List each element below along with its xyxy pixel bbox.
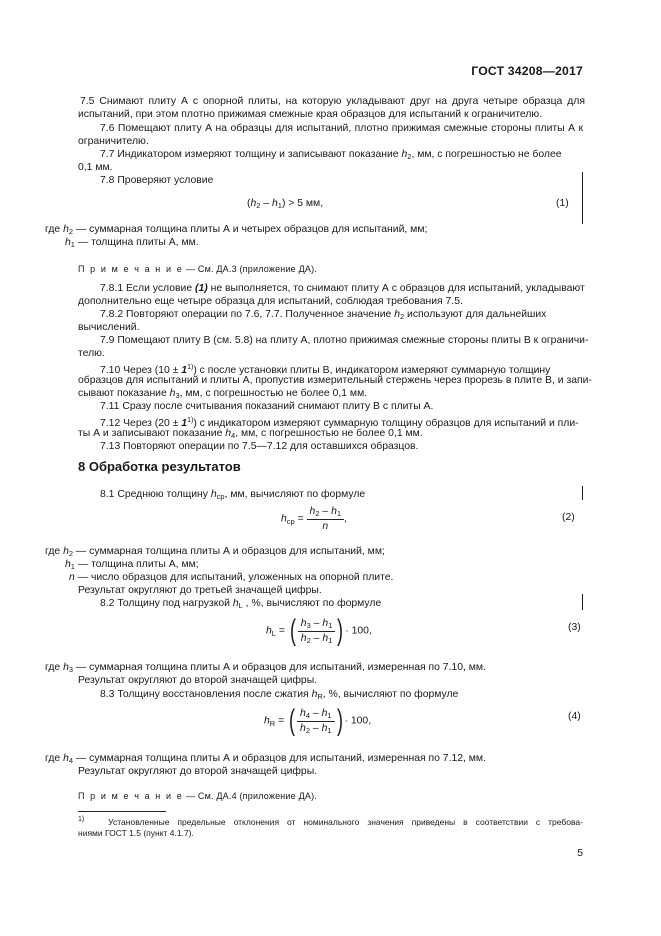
change-bar [582,594,583,610]
note-1: П р и м е ч а н и е — См. ДА.3 (приложение ДА). [78,264,317,274]
where-2-line-3: n — число образцов для испытаний, уложенных на опорной плите. [69,572,394,583]
fraction: $\frac{h_4 - h_1}{h_2 - h_1}$ [297,708,334,735]
where-3-line-2: Результат округляют до второй значащей цифры. [78,675,318,686]
change-bar [582,172,583,224]
clause-7-8-2-line-1: 7.8.2 Повторяют операции по 7.6, 7.7. Полученное значение $h_2$ используют для дальнейших [100,309,547,321]
where-2-line-2: $h_1$ — толщина плиты А, мм; [65,559,199,571]
clause-7-8-line-1: 7.8 Проверяют условие [100,175,214,186]
clause-7-7-line-2: 0,1 мм. [78,162,113,173]
page-number: 5 [577,848,583,859]
clause-7-8-2-line-2: вычислений. [78,322,140,333]
clause-7-5-line-2: испытаний, при этом плотно прижимая смежные края образцов для испытаний к ограничителю. [78,109,543,120]
where-4-line-1: где $h_4$ — суммарная толщина плиты А и образцов для испытаний, измеренная по 7.12, мм. [45,753,486,765]
clause-7-10-line-2: образцов для испытаний и плиты А, пропустив измерительный стержень через прорезь в плите В, и запи- [78,375,592,386]
clause-7-10-line-3: сывают показание $h_3$, мм, с погрешностью не более 0,1 мм. [78,388,368,400]
formula-4: $h_R$ = ( $\frac{h_4 - h_1}{h_2 - h_1}$ ) · 100, [264,704,372,737]
clause-7-11: 7.11 Сразу после считывания показаний снимают плиту В с плиты А. [100,401,434,412]
footnote-separator [78,811,166,812]
where-1-line-2: $h_1$ — толщина плиты А, мм. [65,237,199,249]
footnote-line-2: ниями ГОСТ 1.5 (пункт 4.1.7). [78,828,194,838]
clause-7-8-1-line-1: 7.8.1 Если условие (1) не выполняется, то снимают плиту А с образцов для испытаний, укладывают [100,283,585,294]
where-2-line-1: где $h_2$ — суммарная толщина плиты А и образцов для испытаний, мм; [45,546,385,558]
where-3-line-1: где $h_3$ — суммарная толщина плиты А и образцов для испытаний, измеренная по 7.10, мм. [45,662,486,674]
fraction: $\frac{h_2 - h_1}{n}$ [307,506,344,532]
section-8-heading: 8 Обработка результатов [78,459,241,474]
formula-2-number: (2) [562,512,575,523]
formula-1: $(h_2 - h_1) > 5$ мм, [247,198,324,210]
formula-3: $h_L$ = ( $\frac{h_3 - h_1}{h_2 - h_1}$ ) · 100, [266,614,372,647]
clause-7-6-line-2: ограничителю. [78,136,149,147]
clause-7-9-line-2: телю. [78,348,105,359]
clause-8-3: 8.3 Толщину восстановления после сжатия $h_R$, %, вычисляют по формуле [100,689,459,701]
change-bar [582,486,583,500]
clause-7-7-line-1: 7.7 Индикатором измеряют толщину и записывают показание $h_2$, мм, с погрешностью не более [100,149,562,161]
where-4-line-2: Результат округляют до второй значащей цифры. [78,766,318,777]
clause-7-12-line-2: ты А и записывают показание $h_4$, мм, с погрешностью не более 0,1 мм. [78,428,423,440]
clause-7-13: 7.13 Повторяют операции по 7.5—7.12 для оставшихся образцов. [100,441,419,452]
formula-4-number: (4) [568,711,581,722]
where-1-line-1: где $h_2$ — суммарная толщина плиты А и четырех образцов для испытаний, мм; [45,224,428,236]
clause-7-8-1-line-2: дополнительно еще четыре образца для испытаний, соблюдая требования 7.5. [78,296,463,307]
formula-3-number: (3) [568,622,581,633]
footnote-line-1: $^{1)}$ Установленные предельные отклонения от номинального значения приведены в соответствии с требова- [78,816,583,827]
formula-2: $h_{ср}$ = $\frac{h_2 - h_1}{n}$ , [281,506,347,532]
document-header: ГОСТ 34208—2017 [471,64,583,78]
clause-8-1: 8.1 Среднюю толщину $h_{ср}$, мм, вычисляют по формуле [100,489,366,501]
clause-7-10-line-1: 7.10 Через $(10 \pm 1^{1)})$ с после установки плиты В, индикатором измеряют суммарную толщину [100,364,551,376]
formula-1-number: (1) [556,198,569,209]
fraction: $\frac{h_3 - h_1}{h_2 - h_1}$ [298,618,335,645]
clause-8-2: 8.2 Толщину под нагрузкой $h_L$ , %, вычисляют по формуле [100,598,382,610]
clause-7-5-line-1: 7.5 Снимают плиту А с опорной плиты, на которую укладывают друг на друга четыре образца для [80,96,585,107]
where-2-line-4: Результат округляют до третьей значащей цифры. [78,585,322,596]
note-2: П р и м е ч а н и е — См. ДА.4 (приложение ДА). [78,791,317,801]
clause-7-6-line-1: 7.6 Помещают плиту А на образцы для испытаний, плотно прижимая смежные стороны плиты А к [100,123,583,134]
clause-7-12-line-1: 7.12 Через $(20 \pm 1^{1)})$ с индикатором измеряют суммарную толщину образцов для испытаний и пли- [100,417,579,429]
clause-7-9-line-1: 7.9 Помещают плиту В (см. 5.8) на плиту А, плотно прижимая смежные стороны плиты В к ограничи- [100,335,589,346]
